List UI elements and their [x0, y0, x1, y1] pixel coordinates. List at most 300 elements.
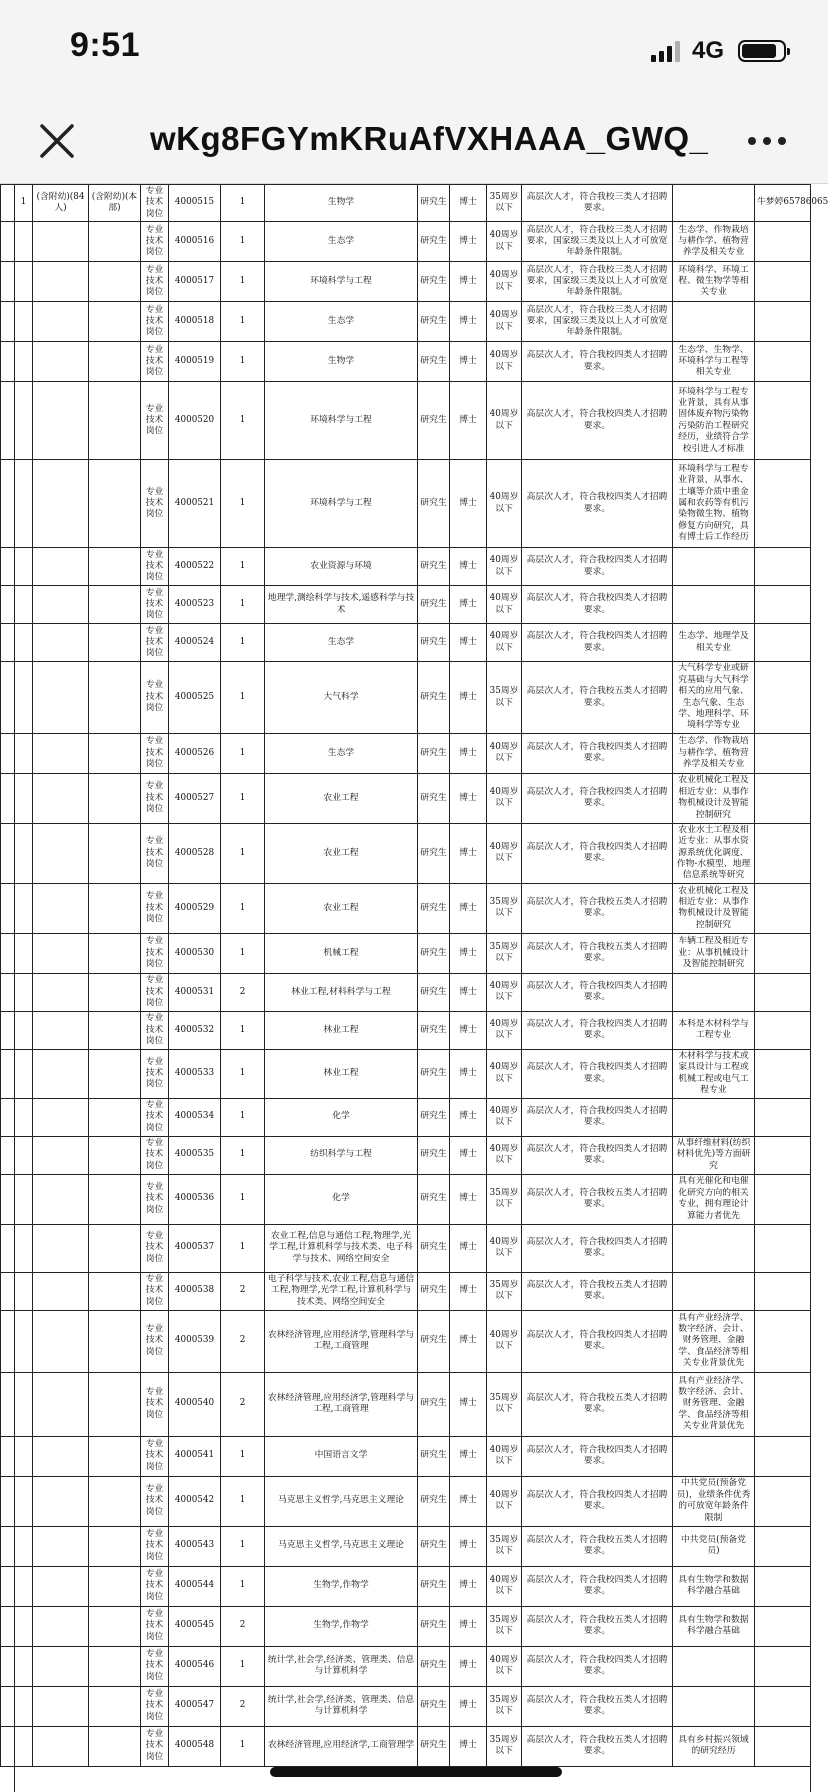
- cell-note: 具有光催化和电催化研究方向的相关专业，拥有理论计算能力者优先: [673, 1174, 755, 1224]
- cell-code: 4000533: [169, 1049, 221, 1098]
- cell-contact: [755, 1136, 811, 1174]
- cell-degree: 博士: [450, 548, 487, 586]
- recruitment-table: [0, 184, 828, 1767]
- cell-major: 生态学: [265, 733, 418, 773]
- cell-degree: 博士: [450, 883, 487, 933]
- cell-degree: 博士: [450, 1436, 487, 1476]
- cell-category: 专业技术岗位: [141, 1136, 169, 1174]
- cell-unit-b: (含附幼)(本部): [89, 185, 141, 222]
- cell-blank: [1, 1526, 15, 1566]
- cell-blank: [1, 1098, 15, 1136]
- cell-count: 1: [221, 185, 265, 222]
- cell-code: 4000531: [169, 973, 221, 1011]
- cell-education: 研究生: [418, 1224, 450, 1272]
- cell-contact: [755, 773, 811, 823]
- cell-age: 40周岁以下: [487, 1049, 522, 1098]
- cell-requirement: 高层次人才，符合我校五类人才招聘要求。: [522, 883, 673, 933]
- cell-blank: [89, 1566, 141, 1606]
- cell-degree: 博士: [450, 1224, 487, 1272]
- cell-education: 研究生: [418, 548, 450, 586]
- cell-blank: [89, 1526, 141, 1566]
- cell-major: 大气科学: [265, 662, 418, 734]
- cell-age: 35周岁以下: [487, 1686, 522, 1726]
- cell-age: 40周岁以下: [487, 302, 522, 342]
- cell-blank: [89, 1011, 141, 1049]
- table-row: [1, 460, 811, 548]
- cell-blank: [89, 1372, 141, 1436]
- cell-blank: [33, 1646, 89, 1686]
- cell-contact: [755, 1526, 811, 1566]
- cell-degree: 博士: [450, 262, 487, 302]
- cell-blank: [1, 933, 15, 973]
- cell-note: [673, 1646, 755, 1686]
- cell-count: 2: [221, 973, 265, 1011]
- cell-age: 35周岁以下: [487, 883, 522, 933]
- cell-degree: 博士: [450, 1606, 487, 1646]
- cell-blank: [1, 1566, 15, 1606]
- table-row: [1, 662, 811, 734]
- cell-category: 专业技术岗位: [141, 973, 169, 1011]
- cell-age: 40周岁以下: [487, 222, 522, 262]
- cell-education: 研究生: [418, 1686, 450, 1726]
- cell-blank: [1, 1310, 15, 1372]
- cell-blank: [89, 1272, 141, 1310]
- cell-education: 研究生: [418, 624, 450, 662]
- cell-blank: [15, 1526, 33, 1566]
- cell-blank: [15, 624, 33, 662]
- cell-blank: [1, 1606, 15, 1646]
- cell-requirement: 高层次人才，符合我校四类人才招聘要求。: [522, 1136, 673, 1174]
- cell-requirement: 高层次人才，符合我校四类人才招聘要求。: [522, 773, 673, 823]
- cell-age: 40周岁以下: [487, 773, 522, 823]
- cell-note: 具有产业经济学、数字经济、会计、财务管理、金融学、食品经济等相关专业背景优先: [673, 1310, 755, 1372]
- cell-category: 专业技术岗位: [141, 883, 169, 933]
- cell-code: 4000530: [169, 933, 221, 973]
- cell-note: 具有产业经济学、数字经济、会计、财务管理、金融学、食品经济等相关专业背景优先: [673, 1372, 755, 1436]
- table-row: [1, 883, 811, 933]
- cell-education: 研究生: [418, 460, 450, 548]
- cell-code: 4000529: [169, 883, 221, 933]
- cell-education: 研究生: [418, 586, 450, 624]
- cell-count: 1: [221, 342, 265, 382]
- cell-requirement: 高层次人才，符合我校五类人才招聘要求。: [522, 1526, 673, 1566]
- more-options-icon[interactable]: [742, 124, 792, 158]
- cell-education: 研究生: [418, 262, 450, 302]
- cell-requirement: 高层次人才，符合我校五类人才招聘要求。: [522, 1686, 673, 1726]
- cell-blank: [15, 342, 33, 382]
- cell-education: 研究生: [418, 1310, 450, 1372]
- cell-note: 中共党员(预备党员): [673, 1526, 755, 1566]
- cell-degree: 博士: [450, 1011, 487, 1049]
- cell-count: 1: [221, 262, 265, 302]
- cell-count: 1: [221, 1098, 265, 1136]
- cell-blank: [89, 933, 141, 973]
- cell-blank: [15, 973, 33, 1011]
- cell-education: 研究生: [418, 342, 450, 382]
- cell-requirement: 高层次人才，符合我校三类人才招聘要求，国家级三类及以上人才可放宽年龄条件限制。: [522, 302, 673, 342]
- cell-note: [673, 1224, 755, 1272]
- table-row: [1, 1436, 811, 1476]
- cell-blank: [33, 382, 89, 460]
- cell-category: 专业技术岗位: [141, 222, 169, 262]
- cell-note: 具有生物学和数据科学融合基础: [673, 1566, 755, 1606]
- cell-degree: 博士: [450, 1566, 487, 1606]
- cell-blank: [33, 1224, 89, 1272]
- cell-category: 专业技术岗位: [141, 1098, 169, 1136]
- cell-blank: [15, 460, 33, 548]
- cell-education: 研究生: [418, 973, 450, 1011]
- cell-blank: [33, 1726, 89, 1766]
- document-viewer[interactable]: [0, 184, 828, 1792]
- cell-age: 40周岁以下: [487, 548, 522, 586]
- cell-blank: [33, 773, 89, 823]
- table-row: [1, 382, 811, 460]
- table-row: [1, 1526, 811, 1566]
- cell-requirement: 高层次人才，符合我校五类人才招聘要求。: [522, 1372, 673, 1436]
- cell-note: 本科是木材科学与工程专业: [673, 1011, 755, 1049]
- cell-contact: [755, 1726, 811, 1766]
- cell-education: 研究生: [418, 823, 450, 883]
- cell-requirement: 高层次人才，符合我校四类人才招聘要求。: [522, 1646, 673, 1686]
- cell-age: 40周岁以下: [487, 823, 522, 883]
- cell-requirement: 高层次人才，符合我校四类人才招聘要求。: [522, 1098, 673, 1136]
- cell-requirement: 高层次人才，符合我校四类人才招聘要求。: [522, 823, 673, 883]
- cell-requirement: 高层次人才，符合我校四类人才招聘要求。: [522, 342, 673, 382]
- cell-code: 4000540: [169, 1372, 221, 1436]
- cell-requirement: 高层次人才，符合我校五类人才招聘要求。: [522, 1726, 673, 1766]
- table-row: [1, 548, 811, 586]
- cell-age: 40周岁以下: [487, 733, 522, 773]
- cell-count: 2: [221, 1272, 265, 1310]
- cell-count: 1: [221, 1011, 265, 1049]
- cell-blank: [89, 1310, 141, 1372]
- cell-education: 研究生: [418, 1606, 450, 1646]
- cell-count: 1: [221, 382, 265, 460]
- cell-requirement: 高层次人才，符合我校四类人才招聘要求。: [522, 1436, 673, 1476]
- cell-requirement: 高层次人才，符合我校三类人才招聘要求，国家级三类及以上人才可放宽年龄条件限制。: [522, 222, 673, 262]
- cell-blank: [89, 662, 141, 734]
- cell-degree: 博士: [450, 1310, 487, 1372]
- cell-degree: 博士: [450, 1049, 487, 1098]
- cell-contact: [755, 1011, 811, 1049]
- cell-contact: [755, 883, 811, 933]
- cell-blank: [15, 1476, 33, 1526]
- cell-note: 生态学、生物学、环境科学与工程等相关专业: [673, 342, 755, 382]
- cell-category: 专业技术岗位: [141, 1272, 169, 1310]
- cell-major: 统计学,社会学,经济类、管理类、信息与计算机科学: [265, 1686, 418, 1726]
- cell-major: 林业工程,材料科学与工程: [265, 973, 418, 1011]
- cell-blank: [33, 1174, 89, 1224]
- cell-blank: [89, 1224, 141, 1272]
- cell-code: 4000544: [169, 1566, 221, 1606]
- cell-blank: [89, 342, 141, 382]
- cell-major: 生物学,作物学: [265, 1566, 418, 1606]
- cell-requirement: 高层次人才，符合我校三类人才招聘要求。: [522, 185, 673, 222]
- cell-blank: [89, 1646, 141, 1686]
- table-row: [1, 624, 811, 662]
- cell-major: 农林经济管理,应用经济学,管理科学与工程,工商管理: [265, 1310, 418, 1372]
- cell-contact: [755, 342, 811, 382]
- cell-blank: [15, 1436, 33, 1476]
- cell-education: 研究生: [418, 382, 450, 460]
- cell-blank: [15, 883, 33, 933]
- cell-code: 4000521: [169, 460, 221, 548]
- cell-degree: 博士: [450, 1526, 487, 1566]
- cell-contact: [755, 1310, 811, 1372]
- cell-blank: [1, 733, 15, 773]
- cell-major: 生物学,作物学: [265, 1606, 418, 1646]
- cell-blank: [89, 586, 141, 624]
- cell-category: 专业技术岗位: [141, 1686, 169, 1726]
- browser-nav-bar: [0, 100, 828, 184]
- cell-code: 4000542: [169, 1476, 221, 1526]
- cell-note: [673, 1436, 755, 1476]
- cell-code: 4000519: [169, 342, 221, 382]
- cell-blank: [33, 1049, 89, 1098]
- cell-education: 研究生: [418, 1098, 450, 1136]
- cell-code: 4000523: [169, 586, 221, 624]
- cell-contact: [755, 262, 811, 302]
- cell-count: 1: [221, 1566, 265, 1606]
- cell-category: 专业技术岗位: [141, 773, 169, 823]
- cell-note: 农业机械化工程及相近专业：从事作物机械设计及智能控制研究: [673, 883, 755, 933]
- cell-blank: [15, 1136, 33, 1174]
- cell-category: 专业技术岗位: [141, 624, 169, 662]
- cell-degree: 博士: [450, 342, 487, 382]
- page-title: wKg8FGYmKRuAfVXHAAA_GWQ_: [150, 120, 709, 157]
- cell-blank: [89, 548, 141, 586]
- cell-education: 研究生: [418, 185, 450, 222]
- cell-blank: [1, 1372, 15, 1436]
- cell-count: 1: [221, 1224, 265, 1272]
- cell-blank: [1, 1011, 15, 1049]
- cell-category: 专业技术岗位: [141, 823, 169, 883]
- cell-education: 研究生: [418, 1526, 450, 1566]
- table-row: [1, 1272, 811, 1310]
- cell-code: 4000515: [169, 185, 221, 222]
- cell-education: 研究生: [418, 1049, 450, 1098]
- cell-category: 专业技术岗位: [141, 1049, 169, 1098]
- cell-blank: [89, 222, 141, 262]
- cell-blank: [89, 823, 141, 883]
- cell-note: [673, 185, 755, 222]
- cell-note: [673, 1272, 755, 1310]
- cell-contact: [755, 1686, 811, 1726]
- cell-requirement: 高层次人才，符合我校四类人才招聘要求。: [522, 1566, 673, 1606]
- cell-category: 专业技术岗位: [141, 1011, 169, 1049]
- cell-category: 专业技术岗位: [141, 342, 169, 382]
- cell-contact: [755, 1476, 811, 1526]
- table-row: [1, 733, 811, 773]
- cell-count: 2: [221, 1310, 265, 1372]
- cell-degree: 博士: [450, 1272, 487, 1310]
- cell-blank: [15, 662, 33, 734]
- cell-blank: [1, 548, 15, 586]
- cell-blank: [15, 773, 33, 823]
- cell-code: 4000517: [169, 262, 221, 302]
- cell-degree: 博士: [450, 773, 487, 823]
- cell-major: 农业工程: [265, 823, 418, 883]
- cell-age: 40周岁以下: [487, 342, 522, 382]
- cell-code: 4000539: [169, 1310, 221, 1372]
- cell-note: 农业机械化工程及相近专业：从事作物机械设计及智能控制研究: [673, 773, 755, 823]
- cell-blank: [15, 1566, 33, 1606]
- table-row: [1, 342, 811, 382]
- cell-count: 1: [221, 883, 265, 933]
- cell-blank: [89, 1726, 141, 1766]
- table-row: [1, 1606, 811, 1646]
- cell-age: 40周岁以下: [487, 586, 522, 624]
- cellular-signal-icon: [651, 40, 680, 62]
- cell-requirement: 高层次人才，符合我校四类人才招聘要求。: [522, 733, 673, 773]
- cell-blank: [15, 1011, 33, 1049]
- cell-degree: 博士: [450, 1646, 487, 1686]
- cell-blank: [1, 1272, 15, 1310]
- cell-age: 35周岁以下: [487, 1372, 522, 1436]
- cell-degree: 博士: [450, 302, 487, 342]
- cell-blank: [89, 262, 141, 302]
- battery-icon: [738, 40, 786, 62]
- cell-contact: [755, 302, 811, 342]
- cell-blank: [1, 883, 15, 933]
- cell-requirement: 高层次人才，符合我校五类人才招聘要求。: [522, 1272, 673, 1310]
- cell-category: 专业技术岗位: [141, 1372, 169, 1436]
- cell-count: 1: [221, 548, 265, 586]
- cell-code: 4000522: [169, 548, 221, 586]
- cell-count: 1: [221, 933, 265, 973]
- cell-category: 专业技术岗位: [141, 1646, 169, 1686]
- cell-note: [673, 586, 755, 624]
- cell-category: 专业技术岗位: [141, 382, 169, 460]
- cell-age: 35周岁以下: [487, 1526, 522, 1566]
- cell-code: 4000548: [169, 1726, 221, 1766]
- cell-degree: 博士: [450, 1686, 487, 1726]
- cell-major: 环境科学与工程: [265, 382, 418, 460]
- cell-major: 纺织科学与工程: [265, 1136, 418, 1174]
- cell-age: 40周岁以下: [487, 1011, 522, 1049]
- cell-requirement: 高层次人才，符合我校四类人才招聘要求。: [522, 1224, 673, 1272]
- cell-blank: [1, 222, 15, 262]
- cell-blank: [15, 302, 33, 342]
- cell-contact: [755, 1436, 811, 1476]
- cell-count: 1: [221, 222, 265, 262]
- table-row: [1, 1136, 811, 1174]
- cell-age: 35周岁以下: [487, 1606, 522, 1646]
- close-icon[interactable]: [36, 120, 78, 162]
- cell-category: 专业技术岗位: [141, 185, 169, 222]
- cell-code: 4000545: [169, 1606, 221, 1646]
- cell-blank: [33, 1310, 89, 1372]
- cell-blank: [15, 1686, 33, 1726]
- cell-major: 马克思主义哲学,马克思主义理论: [265, 1476, 418, 1526]
- cell-count: 1: [221, 773, 265, 823]
- cell-requirement: 高层次人才，符合我校四类人才招聘要求。: [522, 460, 673, 548]
- cell-category: 专业技术岗位: [141, 1174, 169, 1224]
- cell-category: 专业技术岗位: [141, 302, 169, 342]
- cell-category: 专业技术岗位: [141, 1606, 169, 1646]
- cell-requirement: 高层次人才，符合我校四类人才招聘要求。: [522, 1011, 673, 1049]
- cell-blank: [15, 1174, 33, 1224]
- cell-blank: [1, 662, 15, 734]
- table-row: [1, 262, 811, 302]
- cell-degree: 博士: [450, 662, 487, 734]
- cell-major: 统计学,社会学,经济类、管理类、信息与计算机科学: [265, 1646, 418, 1686]
- cell-blank: [33, 662, 89, 734]
- cell-category: 专业技术岗位: [141, 1476, 169, 1526]
- cell-blank: [1, 185, 15, 222]
- cell-blank: [15, 1646, 33, 1686]
- cell-major: 生态学: [265, 624, 418, 662]
- table-row: [1, 1686, 811, 1726]
- cell-code: 4000526: [169, 733, 221, 773]
- cell-contact: [755, 1224, 811, 1272]
- cell-age: 35周岁以下: [487, 185, 522, 222]
- cell-major: 农林经济管理,应用经济学,工商管理学: [265, 1726, 418, 1766]
- table-row: [1, 973, 811, 1011]
- cell-major: 电子科学与技术,农业工程,信息与通信工程,物理学,光学工程,计算机科学与技术类、网络空间安全: [265, 1272, 418, 1310]
- cell-requirement: 高层次人才，符合我校四类人才招聘要求。: [522, 548, 673, 586]
- cell-code: 4000537: [169, 1224, 221, 1272]
- table-row: [1, 1372, 811, 1436]
- cell-count: 1: [221, 1436, 265, 1476]
- cell-blank: [15, 733, 33, 773]
- cell-major: 机械工程: [265, 933, 418, 973]
- cell-count: 1: [221, 733, 265, 773]
- cell-degree: 博士: [450, 1372, 487, 1436]
- cell-blank: [33, 973, 89, 1011]
- table-row: [1, 773, 811, 823]
- cell-education: 研究生: [418, 1136, 450, 1174]
- cell-note: [673, 1686, 755, 1726]
- cell-category: 专业技术岗位: [141, 1726, 169, 1766]
- cell-blank: [89, 302, 141, 342]
- cell-code: 4000547: [169, 1686, 221, 1726]
- cell-blank: [33, 1436, 89, 1476]
- cell-degree: 博士: [450, 933, 487, 973]
- cell-blank: [15, 1310, 33, 1372]
- cell-age: 40周岁以下: [487, 1646, 522, 1686]
- cell-code: 4000543: [169, 1526, 221, 1566]
- cell-note: 农业水土工程及相近专业：从事水资源系统优化调度、作物-水模型、地理信息系统等研究: [673, 823, 755, 883]
- cell-category: 专业技术岗位: [141, 1566, 169, 1606]
- cell-contact: [755, 382, 811, 460]
- table-row: [1, 586, 811, 624]
- cell-age: 40周岁以下: [487, 973, 522, 1011]
- status-bar: [0, 0, 828, 100]
- cell-category: 专业技术岗位: [141, 586, 169, 624]
- cell-education: 研究生: [418, 733, 450, 773]
- cell-blank: [15, 222, 33, 262]
- cell-note: 环境科学与工程专业背景，具有从事固体废弃物污染物污染防治工程研究经历，业绩符合学校引进人才标准: [673, 382, 755, 460]
- cell-major: 生态学: [265, 222, 418, 262]
- cell-blank: [1, 586, 15, 624]
- cell-note: 环境科学与工程专业背景，从事水、土壤等介质中重金属和农药等有机污染物微生物、植物修复方向研究，具有博士后工作经历: [673, 460, 755, 548]
- cell-education: 研究生: [418, 1476, 450, 1526]
- cell-blank: [1, 1436, 15, 1476]
- cell-degree: 博士: [450, 624, 487, 662]
- cell-code: 4000524: [169, 624, 221, 662]
- cell-requirement: 高层次人才，符合我校四类人才招聘要求。: [522, 382, 673, 460]
- cell-note: 环境科学、环境工程、微生物学等相关专业: [673, 262, 755, 302]
- cell-degree: 博士: [450, 222, 487, 262]
- cell-category: 专业技术岗位: [141, 548, 169, 586]
- cell-blank: [89, 624, 141, 662]
- cell-education: 研究生: [418, 1372, 450, 1436]
- cell-note: 生态学、作物栽培与耕作学、植物营养学及相关专业: [673, 222, 755, 262]
- cell-age: 35周岁以下: [487, 1174, 522, 1224]
- cell-category: 专业技术岗位: [141, 1224, 169, 1272]
- cell-major: 化学: [265, 1174, 418, 1224]
